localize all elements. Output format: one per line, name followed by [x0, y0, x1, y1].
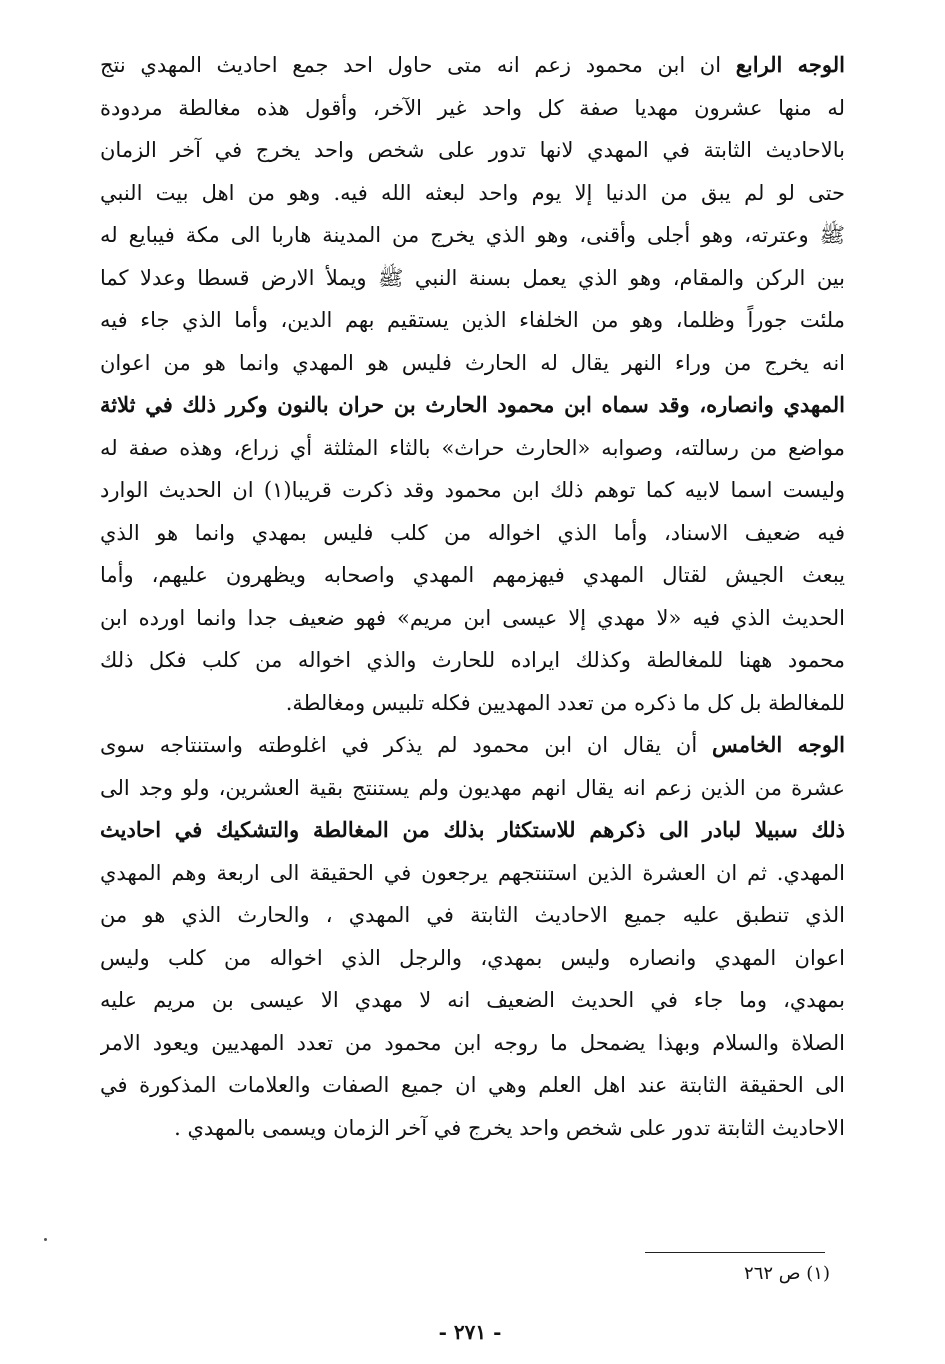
text-line: بين الركن والمقام، وهو الذي يعمل بسنة النبي ﷺ ويملأ الارض قسطا وعدلا كما [100, 265, 845, 290]
text-line: الوجه الخامس أن يقال ان ابن محمود لم يذكر في اغلوطته واستنتاجه سوى [100, 732, 845, 757]
main-text [100, 44, 845, 1149]
text-line: الوجه الرابع ان ابن محمود زعم انه متى حاول احد جمع احاديث المهدي نتج [100, 52, 845, 77]
text-line: يبعث الجيش لقتال المهدي فيهزمهم المهدي واصحابه ويظهرون عليهم، وأما [100, 563, 845, 587]
text-line: ملئت جوراً وظلما، وهو من الخلفاء الذين يستقيم بهم الدين، وأما الذي جاء فيه [100, 308, 845, 332]
text-line: اعوان المهدي وانصاره وليس بمهدي، والرجل الذي اخواله من كلب وليس [100, 945, 845, 970]
scan-speck [44, 1238, 47, 1241]
text-line: مواضع من رسالته، وصوابه «الحارث حراث» بالثاء المثلثة أي زراع، وهذه صفة له [100, 435, 845, 460]
text-line: الاحاديث الثابتة تدور على شخص واحد يخرج في آخر الزمان ويسمى بالمهدي . [174, 1115, 845, 1140]
text-line: عشرة من الذين زعم انه يقال انهم مهديون ولم يستنتج بقية العشرين، ولو وجد الى [100, 775, 845, 800]
section-heading-fourth: الوجه الرابع [735, 52, 845, 77]
footnote: (١) ص ٢٦٢ [744, 1263, 830, 1284]
footnote-divider [645, 1252, 825, 1253]
section-heading-fifth: الوجه الخامس [712, 732, 845, 757]
text-line: الذي تنطبق عليه جميع الاحاديث الثابتة في المهدي ، والحارث الذي هو من [100, 903, 845, 927]
text-line: وليست اسما لابيه كما توهم ذلك ابن محمود وقد ذكرت قريبا(١) ان الحديث الوارد [100, 478, 845, 502]
text-line: انه يخرج من وراء النهر يقال له الحارث فليس هو المهدي وانما هو من اعوان [100, 350, 845, 375]
text-line: حتى لو لم يبق من الدنيا إلا يوم واحد لبعثه الله فيه. وهو من اهل بيت النبي [100, 180, 845, 205]
text-line: الصلاة والسلام وبهذا يضمحل ما روجه ابن محمود من تعدد المهديين ويعود الامر [100, 1030, 845, 1055]
text-line: بمهدي، وما جاء في الحديث الضعيف انه لا مهدي الا عيسى بن مريم عليه [100, 988, 845, 1012]
text-line: فيه ضعيف الاسناد، وأما الذي اخواله من كلب فليس بمهدي وانما هو الذي [100, 520, 845, 545]
text-line-bold: المهدي وانصاره، وقد سماه ابن محمود الحارث بن حران بالنون وكرر ذلك في ثلاثة [100, 392, 845, 417]
text-line: محمود ههنا للمغالطة وكذلك ايراده للحارث والذي اخواله من كلب فكل ذلك [100, 648, 845, 672]
text-line: المهدي. ثم ان العشرة الذين استنتجهم يرجعون في الحقيقة الى اربعة وهم المهدي [100, 860, 845, 885]
text-line: ﷺ وعترته، وهو أجلى وأقنى، وهو الذي يخرج من المدينة هاربا الى مكة فيبايع له [100, 223, 845, 247]
text-line: الحديث الذي فيه «لا مهدي إلا عيسى ابن مريم» فهو ضعيف جدا وانما اورده ابن [100, 605, 845, 630]
text-line: الى الحقيقة الثابتة عند اهل العلم وهي ان جميع الصفات والعلامات المذكورة في [100, 1073, 845, 1097]
text-line: له منها عشرون مهديا صفة كل واحد غير الآخر، وأقول هذه مغالطة مردودة [100, 95, 845, 120]
page-number: - ٢٧١ - [438, 1320, 502, 1344]
text-line: للمغالطة بل كل ما ذكره من تعدد المهديين فكله تلبيس ومغالطة. [285, 690, 845, 715]
text-line-bold: ذلك سبيلا لبادر الى ذكرهم للاستكثار بذلك من المغالطة والتشكيك في احاديث [100, 817, 845, 842]
text-line: بالاحاديث الثابتة في المهدي لانها تدور على شخص واحد يخرج في آخر الزمان [100, 138, 845, 162]
